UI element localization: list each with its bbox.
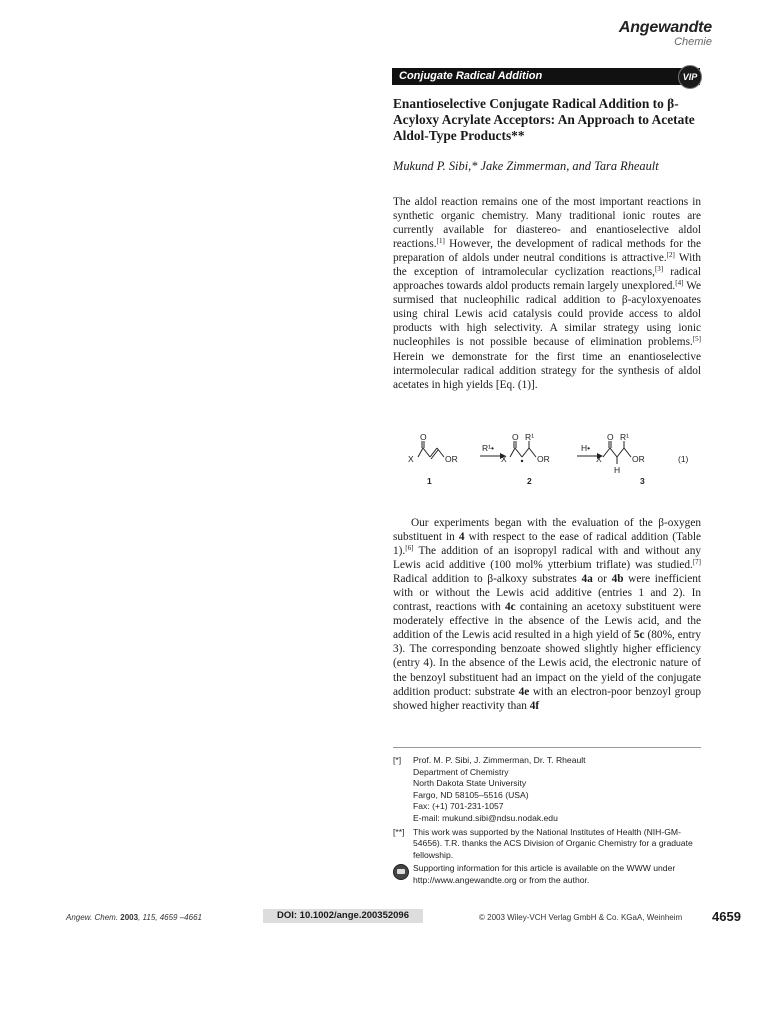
body-paragraph-1: The aldol reaction remains one of the most important reactions in synthetic organic chemistry. Many traditional ionic routes are currently available for diastereo- and enantioselective aldol reactions.[1] However, the development of radical methods for the preparation of aldols under neutral conditions is attractive.[2] With the exception of intramolecular cyclization reactions,[3] radical approaches towards aldol products remain largely unexplored.[4] We surmised that nucleophilic radical addition to β-acyloxyenoates using chiral Lewis acid catalysis could provide access to aldol products with high selectivity. A similar strategy using ionic nucleophiles is not possible because of elimination problems.[5] Herein we demonstrate for the first time an enantioselective intermolecular radical addition strategy for the synthesis of aldol acetates in high yields [Eq. (1)]. — [393, 196, 701, 391]
journal-logo — [619, 20, 712, 48]
scheme-atom-or: OR — [632, 454, 645, 464]
body-paragraph-2: Our experiments began with the evaluation of the β-oxygen substituent in 4 with respect to the ease of radical addition (Table 1).[6] The addition of an isopropyl radical with and without any Lewis acid additive (100 mol% ytterbium triflate) was studied.[7] Radical addition to β-alkoxy substrates 4a or 4b were inefficient with or without the Lewis acid additive (entries 1 and 2). In contrast, reactions with 4c containing an acetoxy substituent were moderately effective in the absence of the Lewis acid, and the addition of the Lewis acid resulted in a high yield of 5c (80%, entry 3). The corresponding benzoate showed slightly higher efficiency (entry 4). In the absence of the Lewis acid, the electronic nature of the benzoyl substituent had an impact on the yield of the conjugate addition product: substrate 4e with an electron-poor benzoyl group showed higher reactivity than 4f — [393, 517, 702, 712]
scheme-atom-x: X — [596, 454, 602, 464]
citation-rest: , 115, 4659 –4661 — [138, 913, 202, 922]
scheme-atom-x: X — [408, 454, 414, 464]
citation — [66, 913, 202, 922]
citation-year: 2003 — [120, 913, 139, 922]
article-title: Enantioselective Conjugate Radical Addition to β-Acyloxy Acrylate Acceptors: An Approach to Acetate Aldol-Type Products** — [393, 96, 695, 143]
footnote-divider — [393, 747, 701, 748]
page-number: 4659 — [712, 909, 741, 924]
citation-journal: Angew. Chem. — [66, 913, 119, 922]
section-header: Conjugate Radical Addition — [392, 68, 700, 85]
scheme-reagent-1: R¹• — [482, 443, 494, 453]
footnote-supporting-info — [393, 863, 703, 886]
footnote-funding — [393, 827, 703, 862]
footnote-text: Supporting information for this article is available on the WWW under http://www.angewandte.org or from the author. — [413, 863, 676, 885]
footnote-text: This work was supported by the National Institutes of Health (NIH-GM-54656). T.R. thanks the ACS Division of Organic Chemistry for a graduate fellowship. — [413, 826, 693, 860]
scheme-atom-o: O — [607, 432, 614, 442]
journal-subname: Chemie — [674, 36, 712, 48]
scheme-atom-h: H — [614, 465, 621, 475]
journal-name: Angewandte — [618, 19, 712, 36]
article-authors: Mukund P. Sibi,* Jake Zimmerman, and Tara Rheault — [393, 159, 659, 173]
copyright: © 2003 Wiley-VCH Verlag GmbH & Co. KGaA, Weinheim — [479, 913, 683, 922]
reaction-scheme — [398, 432, 703, 492]
doi-badge: DOI: 10.1002/ange.200352096 — [263, 909, 423, 923]
footnote-line: E-mail: mukund.sibi@ndsu.nodak.edu — [413, 812, 558, 823]
footnote-mark: [*] — [393, 755, 402, 765]
supporting-info-icon — [393, 864, 409, 880]
compound-label-1: 1 — [427, 476, 432, 486]
vip-badge: VIP — [678, 65, 702, 89]
footnote-line: Fargo, ND 58105–5516 (USA) — [413, 789, 529, 800]
compound-label-3: 3 — [640, 476, 645, 486]
footnote-line: Department of Chemistry — [413, 766, 509, 777]
scheme-atom-or: OR — [445, 454, 458, 464]
equation-number: (1) — [678, 454, 689, 464]
footnote-line: Fax: (+1) 701-231-1057 — [413, 801, 504, 812]
compound-label-2: 2 — [527, 476, 532, 486]
footnote-line: Prof. M. P. Sibi, J. Zimmerman, Dr. T. Rheault — [413, 755, 586, 765]
footnote-affiliation — [393, 755, 703, 825]
scheme-atom-o: O — [420, 432, 427, 442]
footnotes — [393, 755, 703, 887]
scheme-atom-r1: R¹ — [620, 432, 629, 442]
footnote-mark: [**] — [393, 826, 405, 837]
scheme-atom-x: X — [501, 454, 507, 464]
scheme-atom-o: O — [512, 432, 519, 442]
footnote-line: North Dakota State University — [413, 778, 527, 789]
scheme-atom-or: OR — [537, 454, 550, 464]
scheme-reagent-2: H• — [581, 443, 591, 453]
scheme-atom-r1: R¹ — [525, 432, 534, 442]
page-footer — [0, 909, 768, 929]
